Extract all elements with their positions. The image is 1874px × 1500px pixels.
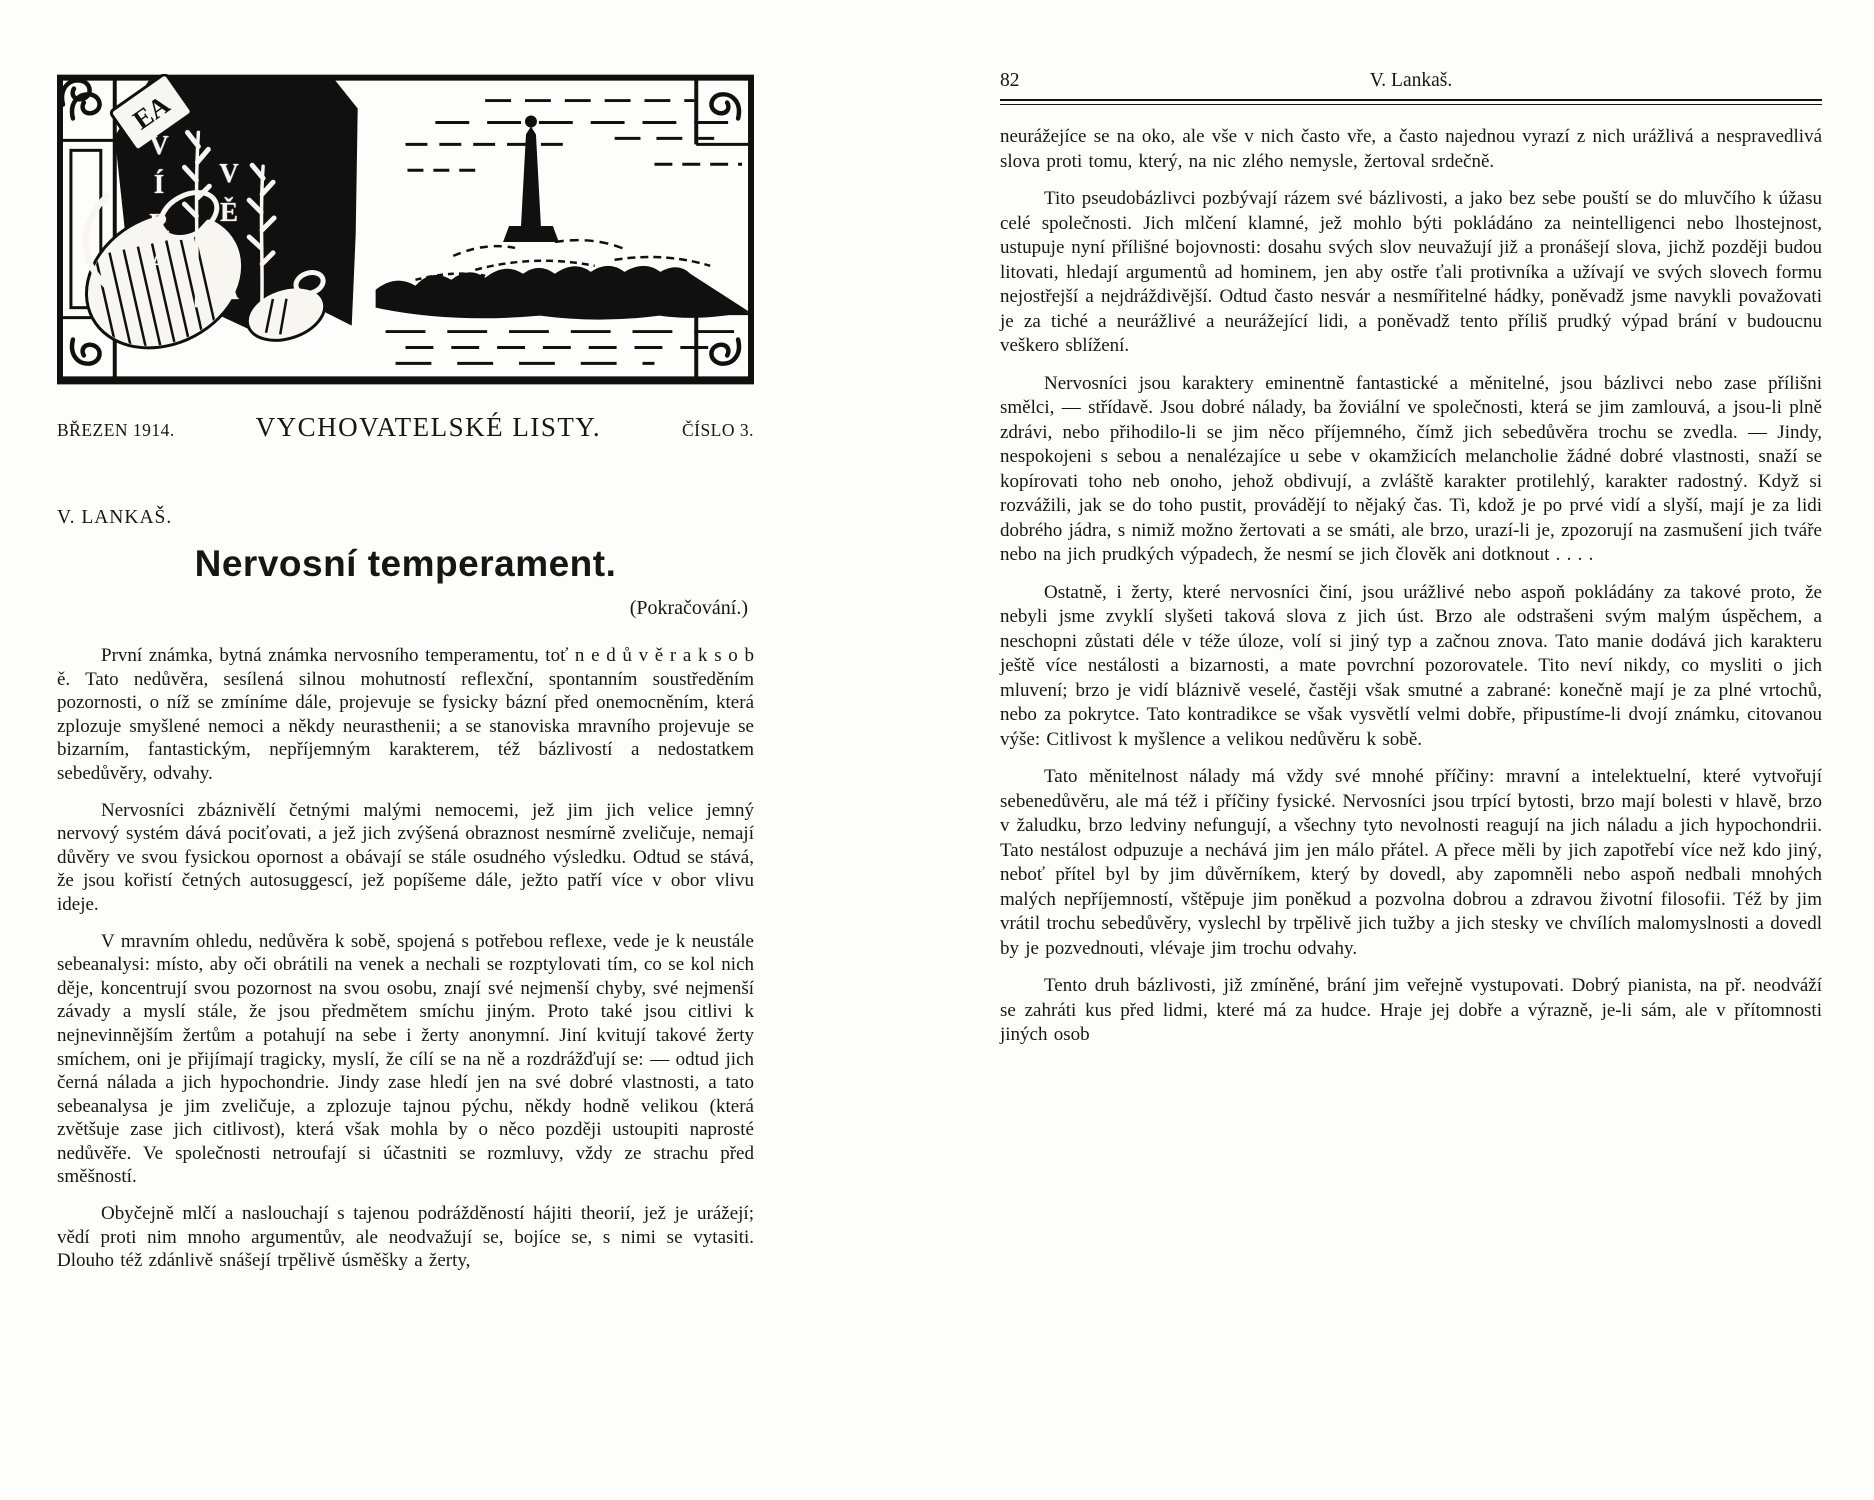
right-page-body bbox=[1000, 125, 1822, 1048]
paragraph: Tato měnitelnost nálady má vždy své mnohé příčiny: mravní a intelektuelní, které vytvořují sebenedůvěru, ale má též i příčiny fysické. Nervosníci jsou trpící bytosti, brzo mají bolesti v hlavě, brzo v žaludku, brzo ledviny nefungují, a všechny tyto nevolnosti reagují na jich náladu a jich hypochondrii. Tato nestálost odpuzuje a nechává jim jen málo přátel. A přece měli by jich zapotřebí více než kdo jiný, neboť přítel byl by jim důvěrníkem, který by dovedl, aby zapomněli nebo aspoň nedbali mnohých malých nepříjemností, vštěpuje jim poněkud a pozvolna dobrou a zdravou životní filosofii. Též by jim vrátil trochu sebedůvěry, vyslechl by trpělivě jich tužby a jich stesky ve chvílích malomyslnosti a dovedl by je pozvednouti, vlévaje jim trochu odvahy. bbox=[1000, 766, 1822, 959]
issue-date: BŘEZEN 1914. bbox=[57, 420, 175, 440]
author-name: V. LANKAŠ. bbox=[57, 507, 173, 528]
article-title: Nervosní temperament. bbox=[194, 543, 617, 584]
paragraph: Nervosníci jsou karaktery eminentně fantastické a měnitelné, jsou bázlivci nebo zase přílišni smělci, — střídavě. Jsou dobré nálady, ba žoviální ve společnosti, která se jim zamlouvá, a jsou-li plně zdrávi, nebo přihodilo-li se jim něco příjemného, čímž jich sebedůvěra trochu se zvedla. — Jindy, nespokojeni s sebou a nenalézajíce u sebe v okamžicích melancholie žádné dobré vlastnosti, snaží se kopírovati toho neb onoho, jehož obdivují, a zvláště karakter protilehlý, karakter radostný. Když si rozvážili, jak se do toho pustit, provádějí to nějaký čas. Ti, kdož je po prvé vidí a slyší, mají je za lidi dobrého jádra, s nimiž možno žertovati a se smáti, ale brzo, urazí-li je, zpozorují na zasmušení jich tváře nebo na jich prudkých výpadech, že nesmí se jich člověk ani dotknout . . . . bbox=[1000, 372, 1822, 565]
running-header: V. Lankaš. bbox=[1369, 70, 1453, 91]
paragraph: Nervosníci zbáznivělí četnými malými nemocemi, jež jim jich velice jemný nervový systém dává pociťovati, a jež jich zvýšená obraznost nesmírně zveličuje, nemají důvěry ve svou fysickou opornost a obávají se stále osudného výsledku. Odtud se stává, že jsou kořistí četných autosuggescí, jež popíšeme dále, ježto patří více v obor vlivu ideje. bbox=[57, 799, 754, 915]
right-page bbox=[1000, 70, 1822, 1048]
header-rule bbox=[1000, 99, 1822, 105]
left-page bbox=[57, 74, 754, 1273]
landscape-illustration bbox=[376, 101, 749, 364]
continuation-note: (Pokračování.) bbox=[629, 597, 748, 619]
scrub-row bbox=[376, 266, 749, 320]
paragraph: neurážejíce se na oko, ale vše v nich často vře, a často najednou vyrazí z nich urážlivá a nespravedlivá slova proti tomu, který, na nic zlého nemysle, žertoval srdečně. bbox=[1000, 126, 1822, 172]
journal-title: VYCHOVATELSKÉ LISTY. bbox=[255, 412, 602, 442]
masthead-woodcut bbox=[57, 74, 754, 386]
tag-monogram: EA bbox=[127, 89, 176, 136]
issue-number: ČÍSLO 3. bbox=[681, 420, 754, 440]
paragraph: Tito pseudobázlivci pozbývají rázem své bázlivosti, a jako bez sebe pouští se do mluvčího k úžasu celé společnosti. Jich mlčení klamné, jež mohlo býti pokládáno za neintelligenci nebo lhostejnost, ustupuje nyní přílišné bojovnosti: dosahu svých slov neuvažují již a pronášejí slova, jichž později budou litovati, hledají argumentů ad hominem, jen aby ostře ťali protivníka a užívají ve svých slovech formu nejostřejší a nejdráždivější. Odtud často nesvár a nesmířitelné hádky, poněvadž jsme navykli považovati je za tiché a neurážlivé a neurážející lidi, a poněvadž tento příliš prudký výpad brání v budoucnu veškero sblížení. bbox=[1000, 188, 1822, 356]
left-page-body bbox=[57, 644, 754, 1273]
banner-word-vira: VÍRA bbox=[144, 130, 174, 286]
page-number: 82 bbox=[1000, 70, 1020, 91]
paragraph: Obyčejně mlčí a naslouchají s tajenou podrážděností hájiti theorií, jež je urážejí; vědí proti nim mnoho argumentův, ale neodvažují se, bojíce se, s nimi se vytasiti. Dlouho též zdánlivě snášejí trpělivě úsměšky a žerty, bbox=[57, 1203, 754, 1272]
running-header-row bbox=[1000, 70, 1822, 92]
paragraph: Ostatně, i žerty, které nervosníci činí, jsou urážlivé nebo aspoň pokládány za takové proto, že nebyli jsme zvyklí slyšeti taková slova z jich úst. Brzo ale odstrašeni svým malým úspěchem, a neschopni zůstati déle v téže úloze, volí si jiný typ a začnou znova. Tato manie dodává jich karakteru ještě více nestálosti a bizarnosti, a mate povrchní pozorovatele. Tito neví nikdy, co mysliti o jich mluvení; brzo je vidí bláznivě veselé, častěji však smutné a zabrané: konečně mají je za plné vrtochů, nebo za pokrytce. Tato kontradikce se však vysvětlí velmi dobře, připustíme-li dvojí známku, citovanou výše: Citlivost k myšlence a velikou nedůvěru k sobě. bbox=[1000, 581, 1822, 750]
tower-monument bbox=[503, 115, 559, 241]
banner-word-veda: VĚDA bbox=[214, 158, 244, 314]
paragraph: První známka, bytná známka nervosního temperamentu, toť n e d ů v ě r a k s o b ě. Tato nedůvěra, sesílená silnou mohutností reflexční, spontanním soustředěním pozornosti, o níž se zmíníme dále, projevuje se fysicky bázní před onemocněním, která zplozuje smyšlené nemoci a někdy neurasthenii; a se stanoviska mravního projevuje se bizarním, fantastickým, nepříjemným karakterem, též bázlivostí a nedostatkem sebedůvěry, odvahy. bbox=[57, 645, 754, 784]
masthead-row bbox=[57, 412, 754, 443]
paragraph: Tento druh bázlivosti, již zmíněné, brání jim veřejně vystupovati. Dobrý pianista, na př. neodváží se zahráti kus před lidmi, které má za hudce. Hraje jej dobře a výrazně, je-li sám, ale v přítomnosti jiných osob bbox=[1000, 975, 1822, 1045]
paragraph: V mravním ohledu, nedůvěra k sobě, spojená s potřebou reflexe, vede je k neustále sebeanalysi: místo, aby oči obrátili na venek a nechali se rozptylovati tím, co se kol nich děje, koncentrují svou pozornost na svou osobu, znají své nejmenší chyby, své nejmenší závady a myslí stále, že jsou předmětem smíchu jiným. Proto také jsou citlivi k nejnevinnějším žertům a potahují na sebe i žerty anonymní. Jiní kvitují takové žerty smíchem, oni je přijímají tragicky, myslí, že cílí se na ně a rozdrážďují se: — odtud jich černá nálada a jich hypochondrie. Jindy zase hledí jen na své dobré vlastnosti, a tato sebeanalysa je jim zveličuje, a zplozuje tajnou pýchu, někdy hodně velikou (která zvětšuje zase jich citlivost), která však mohla by o něco později ustoupiti naprosté nedůvěře. Ve společnosti netroufají si účastniti se rozmluvy, vždy ze strachu před směšností. bbox=[57, 930, 754, 1188]
